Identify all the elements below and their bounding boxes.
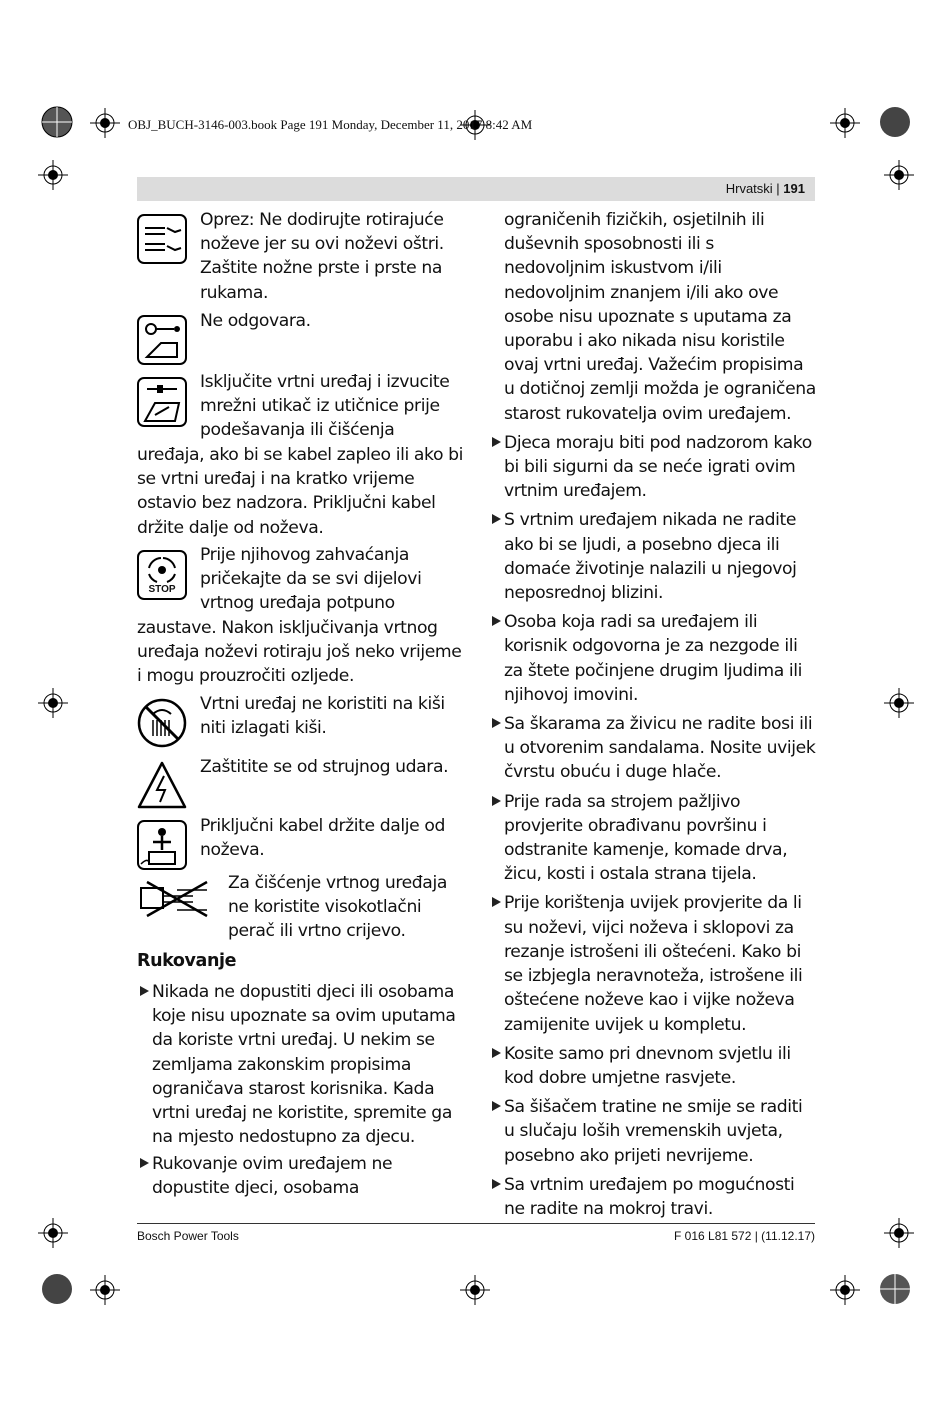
registration-mark-icon bbox=[40, 105, 74, 139]
list-item: Sa vrtnim uređajem po mogućnosti ne radite na mokroj travi. bbox=[504, 1173, 816, 1221]
header-language: Hrvatski bbox=[725, 181, 773, 196]
warning-wait-stop-part2: zaustave. Nakon isključivanja vrtnog uređaja noževi rotiraju još neko vrijeme i mogu prouzročiti ozljede. bbox=[137, 618, 462, 687]
crosshair-icon bbox=[884, 1218, 914, 1248]
bullet-arrow-icon bbox=[492, 1048, 501, 1058]
bullet-arrow-icon bbox=[492, 897, 501, 907]
crosshair-icon bbox=[460, 1275, 490, 1305]
list-item: Osoba koja radi sa uređajem ili korisnik odgovorna je za nezgode ili za štete počinjene drugim ljudima ili njihovoj imovini. bbox=[504, 610, 816, 707]
registration-mark-icon bbox=[40, 1272, 74, 1306]
crosshair-icon bbox=[90, 1275, 120, 1305]
list-item: Sa šišačem tratine ne smije se raditi u slučaju loših vremenskih uvjeta, posebno ako prijeti nevrijeme. bbox=[504, 1095, 816, 1168]
warning-electric-shock: Zaštitite se od strujnog udara. bbox=[200, 757, 449, 777]
bullet-arrow-icon bbox=[492, 718, 501, 728]
crosshair-icon bbox=[884, 688, 914, 718]
right-column bbox=[504, 208, 816, 1221]
footer-divider bbox=[137, 1223, 815, 1224]
list-item: Nikada ne dopustiti djeci ili osobama koje nisu upoznate sa ovim uputama da koriste vrtni uređaj. U nekim se zemljama zakonskim propisima ograničava starost korisnika. Kada vrtni uređaj ne koristite, spremite ga na mjesto nedostupno za djecu. bbox=[152, 980, 470, 1149]
page-header bbox=[137, 177, 815, 201]
bullet-arrow-icon bbox=[492, 514, 501, 524]
warning-not-applicable: Ne odgovara. bbox=[200, 311, 311, 331]
blade-warning-icon bbox=[137, 214, 187, 264]
list-item: Sa škarama za živicu ne radite bosi ili u otvorenim sandalama. Nosite uvijek čvrstu obuću i duge hlače. bbox=[504, 712, 816, 785]
list-item: Prije rada sa strojem pažljivo provjerite obrađivanu površinu i odstranite kamenje, komade drva, žicu, kosti i ostala strana tijela. bbox=[504, 790, 816, 887]
manual-key-icon bbox=[137, 315, 187, 365]
list-item: Kosite samo pri dnevnom svjetlu ili kod dobre umjetne rasvjete. bbox=[504, 1042, 816, 1090]
bullet-arrow-icon bbox=[492, 616, 501, 626]
warning-wait-stop-part1: Prije njihovog zahvaćanja pričekajte da se svi dijelovi vrtnog uređaja potpuno bbox=[200, 545, 422, 614]
no-rain-icon bbox=[137, 698, 187, 748]
cable-away-icon bbox=[137, 820, 187, 870]
bullet-arrow-icon bbox=[492, 1101, 501, 1111]
warning-unplug-part2: uređaja, ako bi se kabel zapleo ili ako bi se vrtni uređaj i na kratko vrijeme ostavio bez nadzora. Priključni kabel držite dalje od noževa. bbox=[137, 445, 464, 538]
no-pressure-washer-icon bbox=[137, 876, 213, 924]
warning-no-pressure-washer: Za čišćenje vrtnog uređaja ne koristite visokotlačni perač ili vrtno crijevo. bbox=[228, 873, 447, 942]
unplug-manual-icon bbox=[137, 377, 187, 427]
bullet-arrow-icon bbox=[492, 437, 501, 447]
print-slug: OBJ_BUCH-3146-003.book Page 191 Monday, December 11, 2017 8:42 AM bbox=[128, 117, 533, 132]
bullet-arrow-icon bbox=[140, 986, 149, 996]
crosshair-icon bbox=[830, 1275, 860, 1305]
electric-shock-icon bbox=[137, 760, 187, 810]
warning-unplug-part1: Isključite vrtni uređaj i izvucite mrežni utikač iz utičnice prije podešavanja ili čišćenja bbox=[200, 372, 450, 441]
page-number: 191 bbox=[783, 181, 805, 196]
list-item: Rukovanje ovim uređajem ne dopustite djeci, osobama bbox=[152, 1152, 470, 1200]
section-heading: Rukovanje bbox=[137, 951, 237, 971]
registration-mark-icon bbox=[878, 1272, 912, 1306]
list-item: Djeca moraju biti pod nadzorom kako bi bili sigurni da se neće igrati ovim vrtnim uređajem. bbox=[504, 431, 816, 504]
bullet-arrow-icon bbox=[492, 796, 501, 806]
bullet-arrow-icon bbox=[492, 1179, 501, 1189]
crosshair-icon bbox=[38, 688, 68, 718]
header-label bbox=[726, 181, 815, 196]
footer-doc-code: F 016 L81 572 | (11.12.17) bbox=[674, 1229, 815, 1243]
crosshair-icon bbox=[884, 160, 914, 190]
header-separator: | bbox=[772, 181, 784, 196]
stop-label: STOP bbox=[148, 584, 176, 595]
warning-rain: Vrtni uređaj ne koristiti na kiši niti izlagati kiši. bbox=[200, 694, 445, 739]
list-item: S vrtnim uređajem nikada ne radite ako bi se ljudi, a posebno djeca ili domaće životinje nalazili u njegovoj neposrednoj blizini. bbox=[504, 508, 816, 605]
continued-paragraph: ograničenih fizičkih, osjetilnih ili duševnih sposobnosti ili s nedovoljnim iskustvom i/ili nedovoljnim znanjem i/ili ako ove osobe nisu upoznate s uputama za uporabu i ako nikada nisu koristile ovaj vrtni uređaj. Važećim propisima u dotičnoj zemlji možda je ograničena starost rukovatelja ovim uređajem. bbox=[504, 210, 816, 424]
list-item: Prije korištenja uvijek provjerite da li su noževi, vijci noževa i sklopovi za rezanje istrošeni ili oštećeni. Kako bi se izbjegla neravnoteža, istrošene ili oštećene noževe kao i vijke noževa zamijenite uvijek u kompletu. bbox=[504, 891, 816, 1036]
registration-mark-icon bbox=[878, 105, 912, 139]
warning-cable-away: Priključni kabel držite dalje od noževa. bbox=[200, 816, 445, 861]
bullet-arrow-icon bbox=[140, 1158, 149, 1168]
crosshair-icon bbox=[38, 1218, 68, 1248]
warning-sharp-blades: Oprez: Ne dodirujte rotirajuće noževe jer su ovi noževi oštri. Zaštite nožne prste i prste na rukama. bbox=[200, 210, 444, 303]
footer-brand: Bosch Power Tools bbox=[137, 1229, 239, 1243]
crosshair-icon bbox=[38, 160, 68, 190]
crosshair-icon bbox=[830, 108, 860, 138]
crosshair-icon bbox=[90, 108, 120, 138]
